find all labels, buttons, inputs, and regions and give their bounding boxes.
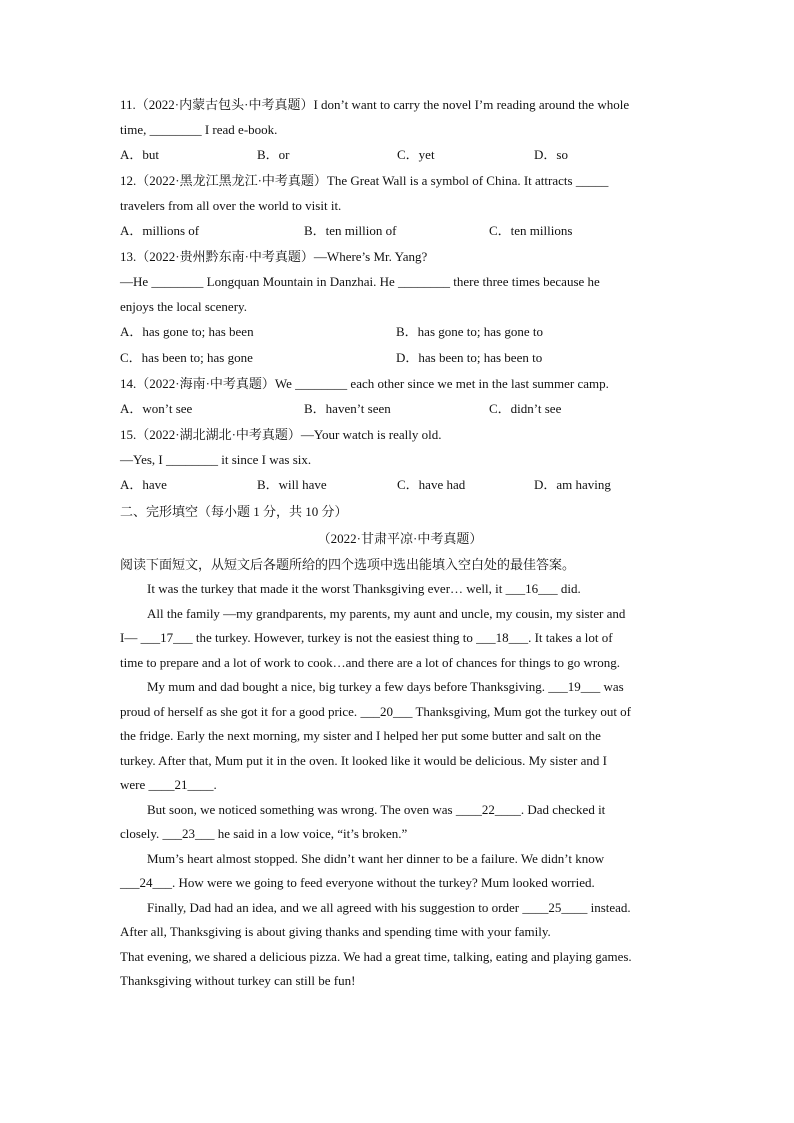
- question-number: 15.: [120, 427, 137, 442]
- option-d[interactable]: D．am having: [534, 477, 611, 492]
- blank-25: ____25____: [522, 899, 588, 915]
- question-text: The Great Wall is a symbol of China. It attracts _____: [326, 173, 609, 188]
- blank-21: ____21____: [148, 777, 214, 792]
- section-heading: 二、完形填空（每小题 1 分，共 10 分）: [120, 504, 348, 519]
- option-d[interactable]: D．so: [534, 147, 568, 162]
- passage-text: were: [120, 777, 149, 792]
- passage-text: It was the turkey that made it the worst Thanksgiving ever… well, it: [147, 581, 506, 596]
- question-15: [120, 422, 680, 498]
- blank-24: ___24___: [120, 875, 172, 890]
- passage-text: he said in a low voice, “it’s broken.”: [214, 826, 408, 841]
- option-c[interactable]: C．didn’t see: [489, 401, 562, 416]
- options-row: [120, 345, 680, 371]
- passage-text: . Dad checked it: [520, 801, 606, 817]
- question-source: （2022·内蒙古包头·中考真题）: [135, 97, 314, 112]
- question-text: —Yes, I ________ it since I was six.: [120, 452, 312, 467]
- question-text: —Where’s Mr. Yang?: [313, 249, 428, 264]
- passage-text: My mum and dad bought a nice, big turkey a few days before Thanksgiving.: [147, 679, 549, 694]
- passage-text: .: [213, 777, 217, 792]
- question-text: —Your watch is really old.: [300, 427, 442, 442]
- instruction: 阅读下面短文，从短文后各题所给的四个选项中选出能填入空白处的最佳答案。: [120, 557, 576, 572]
- blank-18: ___18___: [476, 630, 529, 645]
- question-number: 12.: [120, 173, 137, 188]
- passage-text: . How were we going to feed everyone without the turkey? Mum looked worried.: [172, 875, 595, 890]
- passage-text: closely.: [120, 826, 163, 841]
- passage-text: Finally, Dad had an idea, and we all agreed with his suggestion to order: [147, 899, 523, 915]
- question-text: —He ________ Longquan Mountain in Danzhai. He ________ there three times because he: [120, 274, 600, 289]
- question-number: 11.: [120, 97, 136, 112]
- passage-text: instead.: [587, 899, 631, 915]
- question-text: enjoys the local scenery.: [120, 299, 247, 314]
- question-source: （2022·黑龙江黑龙江·中考真题）: [136, 173, 327, 188]
- blank-17: ___17___: [140, 630, 193, 645]
- passage-text: proud of herself as she got it for a good price.: [120, 703, 361, 719]
- option-d[interactable]: D．has been to; has been to: [396, 350, 543, 365]
- passage-text: Mum’s heart almost stopped. She didn’t want her dinner to be a failure. We didn’t know: [147, 850, 605, 866]
- passage-text: But soon, we noticed something was wrong. The oven was: [147, 801, 456, 817]
- options-row: [120, 319, 680, 345]
- passage-text: Thanksgiving without turkey can still be fun!: [120, 973, 356, 988]
- question-number: 13.: [120, 249, 137, 264]
- options-row: [120, 472, 680, 498]
- blank-23: ___23___: [162, 826, 215, 841]
- option-a[interactable]: A．won’t see: [120, 401, 193, 416]
- option-c[interactable]: C．ten millions: [489, 223, 573, 238]
- passage-text: That evening, we shared a delicious pizza. We had a great time, talking, eating and playing games.: [120, 948, 632, 964]
- options-row: [120, 218, 680, 244]
- passage-text: Thanksgiving, Mum got the turkey out of: [412, 703, 632, 719]
- question-text: We ________ each other since we met in the last summer camp.: [274, 376, 609, 391]
- passage-text: the turkey. However, turkey is not the easiest thing to: [192, 630, 477, 645]
- option-c[interactable]: C．yet: [397, 147, 435, 162]
- option-a[interactable]: A．have: [120, 477, 167, 492]
- passage-text: time to prepare and a lot of work to cook…and there are a lot of chances for things to go wrong.: [120, 654, 620, 670]
- passage-source: （2022·甘肃平凉·中考真题）: [317, 531, 483, 546]
- cloze-passage: [120, 577, 680, 994]
- option-b[interactable]: B．ten million of: [304, 223, 397, 238]
- option-b[interactable]: B．haven’t seen: [304, 401, 391, 416]
- option-b[interactable]: B．has gone to; has gone to: [396, 324, 543, 339]
- option-a[interactable]: A．has gone to; has been: [120, 324, 254, 339]
- options-row: [120, 142, 680, 168]
- option-b[interactable]: B．will have: [257, 477, 327, 492]
- question-text: I don’t want to carry the novel I’m reading around the whole: [313, 97, 630, 112]
- blank-20: ___20___: [360, 703, 413, 719]
- passage-text: After all, Thanksgiving is about giving thanks and spending time with your family.: [120, 924, 551, 939]
- question-12: [120, 168, 680, 244]
- question-source: （2022·贵州黔东南·中考真题）: [136, 249, 314, 264]
- passage-text: I—: [120, 630, 141, 645]
- option-c[interactable]: C．has been to; has gone: [120, 350, 253, 365]
- passage-text: the fridge. Early the next morning, my sister and I helped her put some butter and salt on the: [120, 728, 601, 743]
- passage-text: All the family —my grandparents, my parents, my aunt and uncle, my cousin, my sister and: [147, 605, 626, 621]
- question-source: （2022·海南·中考真题）: [136, 376, 275, 391]
- passage-text: turkey. After that, Mum put it in the oven. It looked like it would be delicious. My sister and I: [120, 752, 607, 768]
- question-text: time, ________ I read e-book.: [120, 122, 278, 137]
- blank-22: ____22____: [455, 801, 521, 817]
- passage-text: . It takes a lot of: [528, 630, 613, 645]
- worksheet-page: [120, 92, 680, 994]
- question-text: travelers from all over the world to visit it.: [120, 198, 342, 213]
- blank-19: ___19___: [548, 679, 601, 694]
- blank-16: ___16___: [505, 581, 558, 596]
- question-source: （2022·湖北湖北·中考真题）: [136, 427, 301, 442]
- option-c[interactable]: C．have had: [397, 477, 466, 492]
- options-row: [120, 396, 680, 422]
- question-13: [120, 244, 680, 371]
- option-b[interactable]: B．or: [257, 147, 290, 162]
- passage-text: did.: [557, 581, 581, 596]
- question-11: [120, 92, 680, 168]
- question-14: [120, 371, 680, 422]
- passage-text: was: [600, 679, 624, 694]
- option-a[interactable]: A．millions of: [120, 223, 200, 238]
- option-a[interactable]: A．but: [120, 147, 160, 162]
- question-number: 14.: [120, 376, 137, 391]
